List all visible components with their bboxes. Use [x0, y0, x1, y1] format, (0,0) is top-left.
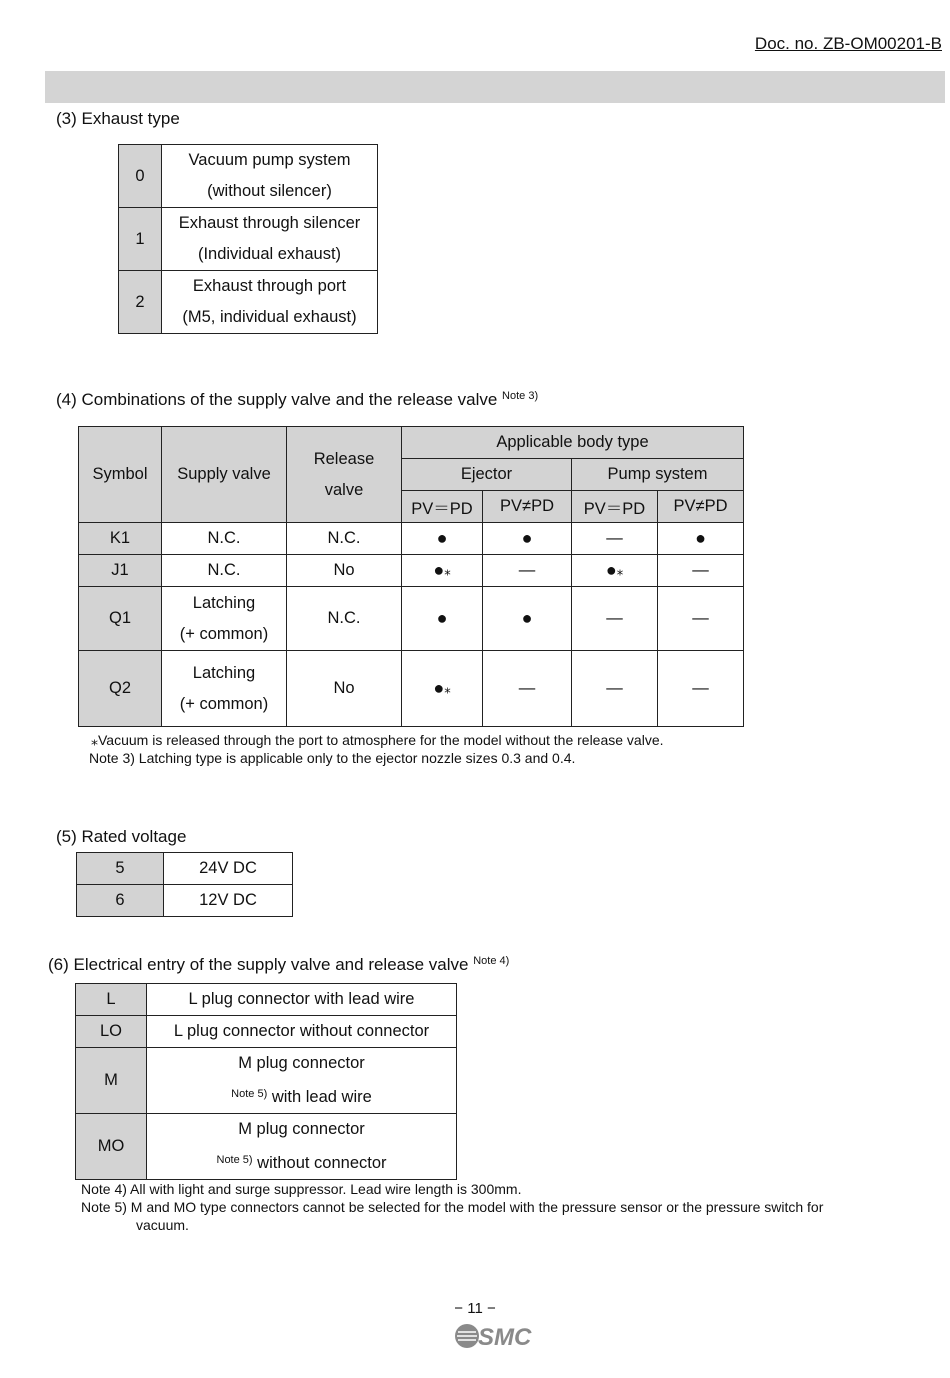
table-row [79, 555, 744, 587]
entry-code: MO [76, 1114, 147, 1180]
asterisk-note: ⁎Vacuum is released through the port to atmosphere for the model without the release valve. [91, 732, 664, 748]
mark-cell [572, 651, 658, 727]
table-row [76, 1048, 457, 1114]
exhaust-code: 0 [119, 145, 162, 208]
symbol-cell: K1 [79, 523, 162, 555]
mark-cell [483, 523, 572, 555]
availability-mark: — [606, 679, 623, 697]
exhaust-type-table [118, 144, 378, 334]
availability-mark: ● [436, 608, 448, 628]
mark-cell [402, 523, 483, 555]
supply-valve-cell: N.C. [162, 523, 287, 555]
availability-mark: — [606, 529, 623, 547]
smc-logo [454, 1322, 538, 1355]
pv-ne-pd-header: PV≠PD [658, 491, 744, 523]
section-6-heading: (6) Electrical entry of the supply valve and release valve $^{Note 4)}$ [48, 955, 510, 974]
availability-mark: ● [433, 678, 445, 698]
table-row [76, 1114, 457, 1180]
header-band [45, 71, 945, 103]
note-reference: Note 4) [473, 955, 510, 967]
note-4: Note 4) All with light and surge suppressor. Lead wire length is 300mm. [81, 1181, 522, 1197]
symbol-header: Symbol [79, 427, 162, 523]
table-row [77, 853, 293, 885]
header-row [79, 427, 744, 459]
section-4-heading: (4) Combinations of the supply valve and the release valve $^{Note 3)}$ [56, 390, 539, 409]
voltage-code: 6 [77, 885, 164, 917]
note-5-continuation: vacuum. [136, 1217, 189, 1233]
mark-cell [658, 651, 744, 727]
mark-cell [658, 555, 744, 587]
release-valve-cell: N.C. [287, 523, 402, 555]
table-row [119, 208, 378, 271]
entry-code: M [76, 1048, 147, 1114]
table-row [79, 523, 744, 555]
table-row [77, 885, 293, 917]
document-number: Doc. no. ZB-OM00201-B [754, 34, 942, 53]
mark-cell [402, 587, 483, 651]
mark-cell [572, 587, 658, 651]
mark-cell [483, 651, 572, 727]
smc-emblem-icon [455, 1324, 479, 1348]
exhaust-description: Exhaust through silencer (Individual exhaust) [162, 208, 378, 271]
asterisk-mark: ⁎ [444, 681, 451, 696]
release-valve-cell: N.C. [287, 587, 402, 651]
mark-cell [658, 587, 744, 651]
section-5-heading: (5) Rated voltage [56, 827, 187, 846]
supply-valve-cell: Latching (+ common) [162, 587, 287, 651]
voltage-value: 24V DC [164, 853, 293, 885]
entry-code: LO [76, 1016, 147, 1048]
release-valve-cell: No [287, 651, 402, 727]
table-row [79, 651, 744, 727]
section-3-heading: (3) Exhaust type [56, 109, 180, 128]
ejector-header: Ejector [402, 459, 572, 491]
mark-cell [483, 587, 572, 651]
voltage-value: 12V DC [164, 885, 293, 917]
electrical-entry-table [75, 983, 457, 1180]
symbol-cell: J1 [79, 555, 162, 587]
voltage-code: 5 [77, 853, 164, 885]
availability-mark: — [518, 679, 536, 697]
svg-text:SMC: SMC [478, 1324, 532, 1350]
supply-valve-cell: Latching (+ common) [162, 651, 287, 727]
mark-cell [483, 555, 572, 587]
availability-mark: ● [436, 528, 448, 548]
availability-mark: ● [605, 560, 617, 580]
pv-eq-pd-header: PV＝PD [572, 491, 658, 523]
availability-mark: ● [433, 560, 445, 580]
table-row [79, 587, 744, 651]
exhaust-code: 2 [119, 271, 162, 334]
symbol-cell: Q2 [79, 651, 162, 727]
asterisk-mark: ⁎ [616, 563, 624, 578]
note-3: Note 3) Latching type is applicable only to the ejector nozzle sizes 0.3 and 0.4. [89, 750, 576, 766]
note-reference: Note 3) [502, 390, 539, 402]
exhaust-description: Vacuum pump system (without silencer) [162, 145, 378, 208]
release-valve-header: Release valve [287, 427, 402, 523]
entry-description: M plug connector $^{Note 5)}$ with lead wire [147, 1048, 457, 1114]
rated-voltage-table [76, 852, 293, 917]
availability-mark: — [692, 679, 709, 697]
note-reference: Note 5) [216, 1154, 253, 1166]
supply-valve-cell: N.C. [162, 555, 287, 587]
availability-mark: — [692, 609, 709, 627]
entry-description: L plug connector with lead wire [147, 984, 457, 1016]
asterisk-mark: ⁎ [444, 563, 451, 578]
availability-mark: ● [521, 608, 533, 628]
entry-description: M plug connector $^{Note 5)}$ without connector [147, 1114, 457, 1180]
mark-cell [402, 651, 483, 727]
table-row [119, 271, 378, 334]
mark-cell [572, 523, 658, 555]
mark-cell [572, 555, 658, 587]
entry-description: L plug connector without connector [147, 1016, 457, 1048]
note-reference: Note 5) [231, 1088, 268, 1100]
applicable-body-type-header: Applicable body type [402, 427, 744, 459]
table-row [76, 1016, 457, 1048]
table-row [119, 145, 378, 208]
availability-mark: — [692, 561, 709, 579]
availability-mark: ● [521, 528, 533, 548]
page-number: − 11 − [454, 1300, 496, 1317]
mark-cell [402, 555, 483, 587]
pv-ne-pd-header: PV≠PD [483, 491, 572, 523]
note-5: Note 5) M and MO type connectors cannot be selected for the model with the pressure sensor or the pressure switch for [81, 1199, 824, 1215]
pump-system-header: Pump system [572, 459, 744, 491]
availability-mark: — [606, 609, 623, 627]
supply-valve-header: Supply valve [162, 427, 287, 523]
table-row [76, 984, 457, 1016]
availability-mark: — [518, 561, 536, 579]
exhaust-description: Exhaust through port (M5, individual exhaust) [162, 271, 378, 334]
pv-eq-pd-header: PV＝PD [402, 491, 483, 523]
release-valve-cell: No [287, 555, 402, 587]
valve-combination-table [78, 426, 744, 727]
exhaust-code: 1 [119, 208, 162, 271]
availability-mark: ● [695, 528, 706, 548]
mark-cell [658, 523, 744, 555]
entry-code: L [76, 984, 147, 1016]
symbol-cell: Q1 [79, 587, 162, 651]
